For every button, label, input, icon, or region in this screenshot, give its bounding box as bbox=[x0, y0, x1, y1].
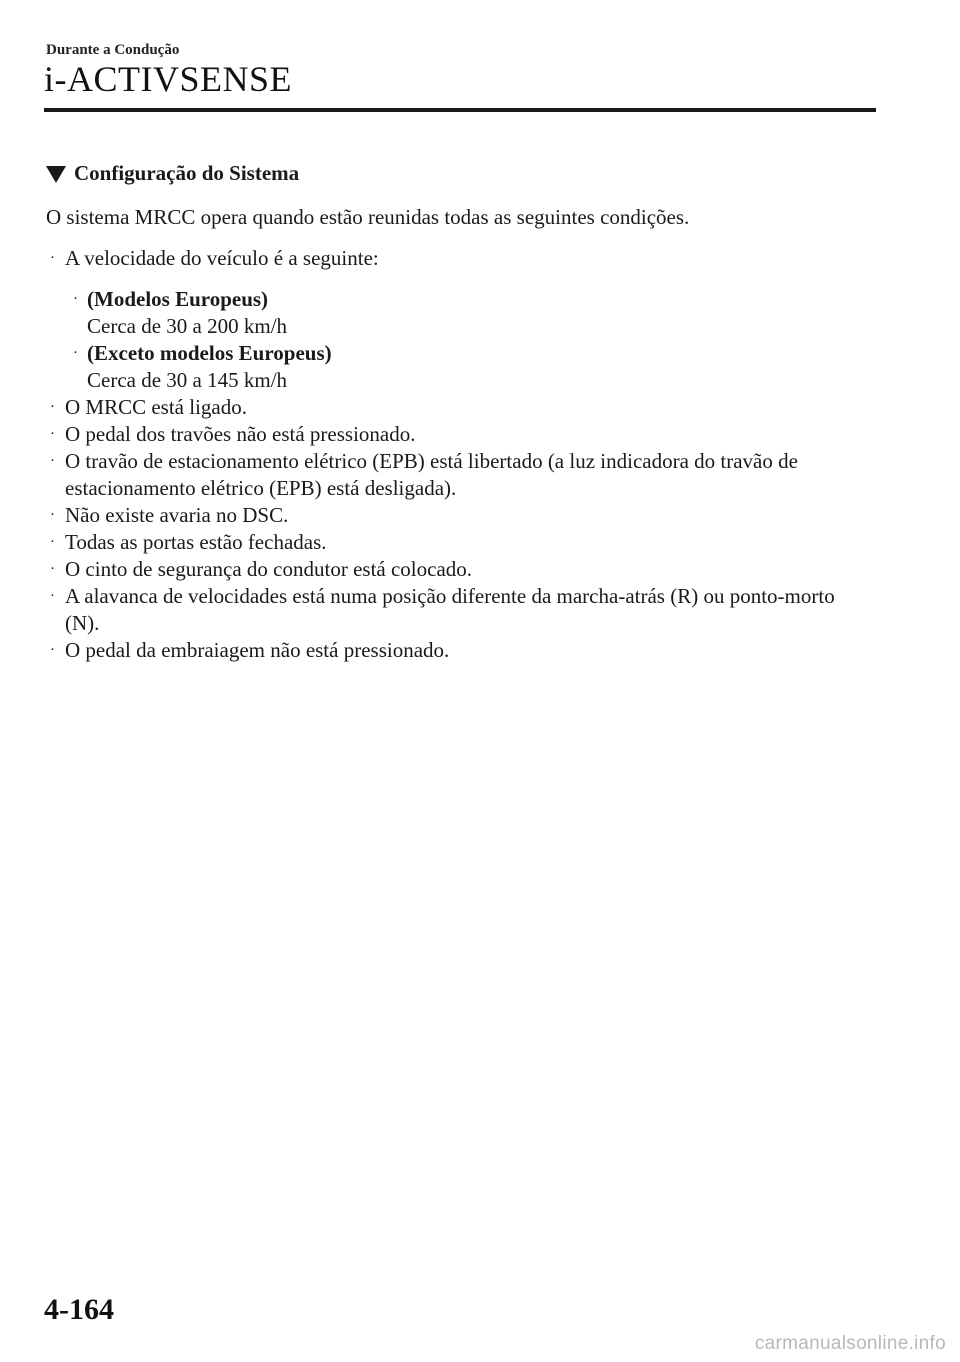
list-item-text: Todas as portas estão fechadas. bbox=[65, 530, 327, 554]
sub-item-label: (Modelos Europeus) bbox=[87, 287, 269, 311]
header-rule bbox=[44, 108, 876, 112]
list-item-text: Não existe avaria no DSC. bbox=[65, 503, 289, 527]
sub-item-label: (Exceto modelos Europeus) bbox=[87, 341, 332, 365]
bullet-icon: · bbox=[50, 507, 55, 523]
bullet-icon: · bbox=[50, 426, 55, 442]
list-item-text: A alavanca de velocidades está numa posição diferente da marcha-atrás (R) ou ponto-morto (N). bbox=[65, 584, 835, 635]
list-item bbox=[46, 529, 866, 556]
bullet-icon: · bbox=[73, 291, 78, 307]
main-content bbox=[46, 160, 866, 664]
bullet-icon: · bbox=[50, 588, 55, 604]
list-item bbox=[46, 421, 866, 448]
list-item-text: O cinto de segurança do condutor está colocado. bbox=[65, 557, 473, 581]
list-item bbox=[46, 245, 866, 272]
sub-item-value: Cerca de 30 a 145 km/h bbox=[87, 368, 288, 392]
chapter-label: Durante a Condução bbox=[46, 42, 180, 58]
list-item bbox=[46, 556, 866, 583]
list-item bbox=[46, 502, 866, 529]
list-item-text: O MRCC está ligado. bbox=[65, 395, 247, 419]
intro-paragraph: O sistema MRCC opera quando estão reunidas todas as seguintes condições. bbox=[46, 205, 690, 229]
sub-item-value: Cerca de 30 a 200 km/h bbox=[87, 314, 288, 338]
speed-sublist bbox=[69, 286, 866, 394]
subheading-text: Configuração do Sistema bbox=[74, 161, 300, 185]
list-item bbox=[46, 448, 866, 502]
bullet-icon: · bbox=[73, 345, 78, 361]
subheading bbox=[46, 160, 866, 187]
list-item bbox=[46, 583, 866, 637]
triangle-down-icon bbox=[46, 166, 66, 183]
list-item-text: O pedal dos travões não está pressionado. bbox=[65, 422, 416, 446]
conditions-list-continued bbox=[46, 394, 866, 664]
list-item bbox=[69, 340, 866, 394]
section-title: i-ACTIVSENSE bbox=[44, 59, 292, 99]
list-item-text: A velocidade do veículo é a seguinte: bbox=[65, 246, 379, 270]
list-item-text: O pedal da embraiagem não está pressionado. bbox=[65, 638, 450, 662]
list-item bbox=[46, 637, 866, 664]
list-item bbox=[46, 394, 866, 421]
list-item-text: O travão de estacionamento elétrico (EPB) está libertado (a luz indicadora do travão de estacionamento elétrico (EPB) está desligada). bbox=[65, 449, 798, 500]
bullet-icon: · bbox=[50, 453, 55, 469]
bullet-icon: · bbox=[50, 642, 55, 658]
bullet-icon: · bbox=[50, 561, 55, 577]
bullet-icon: · bbox=[50, 399, 55, 415]
list-item bbox=[69, 286, 866, 340]
page-number: 4-164 bbox=[44, 1293, 114, 1326]
conditions-list bbox=[46, 245, 866, 272]
bullet-icon: · bbox=[50, 534, 55, 550]
watermark: carmanualsonline.info bbox=[754, 1333, 946, 1354]
bullet-icon: · bbox=[50, 250, 55, 266]
